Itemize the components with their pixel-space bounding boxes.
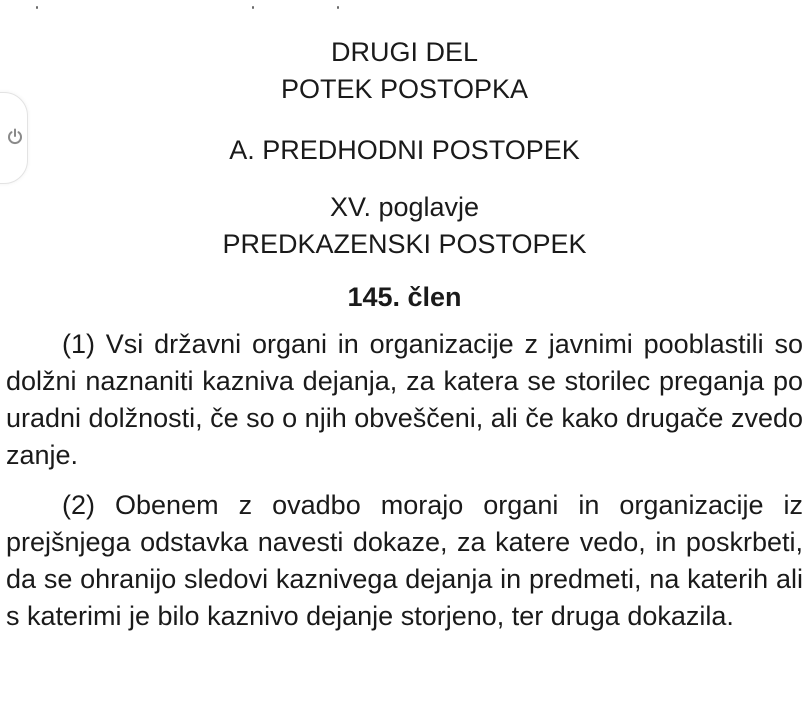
- paragraph-2: (2) Obenem z ovadbo morajo organi in organizacije iz prejšnjega odstavka navesti dokaze, za katere vedo, in poskrbeti, da se ohranijo sledovi kaznivega dejanja in predmeti, na katerih ali s katerimi je bilo kaznivo dejanje storjeno, ter druga dokazila.: [6, 490, 803, 631]
- article-heading: 145. člen: [347, 282, 462, 312]
- chapter-heading: [6, 189, 803, 263]
- part-number: DRUGI DEL: [330, 37, 479, 67]
- part-heading: [6, 34, 803, 108]
- chapter-number: XV. poglavje: [329, 192, 480, 222]
- paragraph-1: (1) Vsi državni organi in organizacije z javnimi pooblastili so dolžni naznaniti kazniva dejanja, za katera se storilec preganja po uradni dolžnosti, če so o njih obveščeni, ali če kako drugače zvedo zanje.: [6, 329, 803, 470]
- document-body: [6, 34, 803, 635]
- part-name: POTEK POSTOPKA: [280, 74, 529, 104]
- tick-mark: [36, 6, 38, 9]
- tick-mark: [252, 6, 254, 9]
- top-scroll-indicator: [0, 0, 806, 14]
- tick-mark: [337, 6, 339, 9]
- section-heading: A. PREDHODNI POSTOPEK: [229, 135, 580, 165]
- chapter-name: PREDKAZENSKI POSTOPEK: [222, 229, 587, 259]
